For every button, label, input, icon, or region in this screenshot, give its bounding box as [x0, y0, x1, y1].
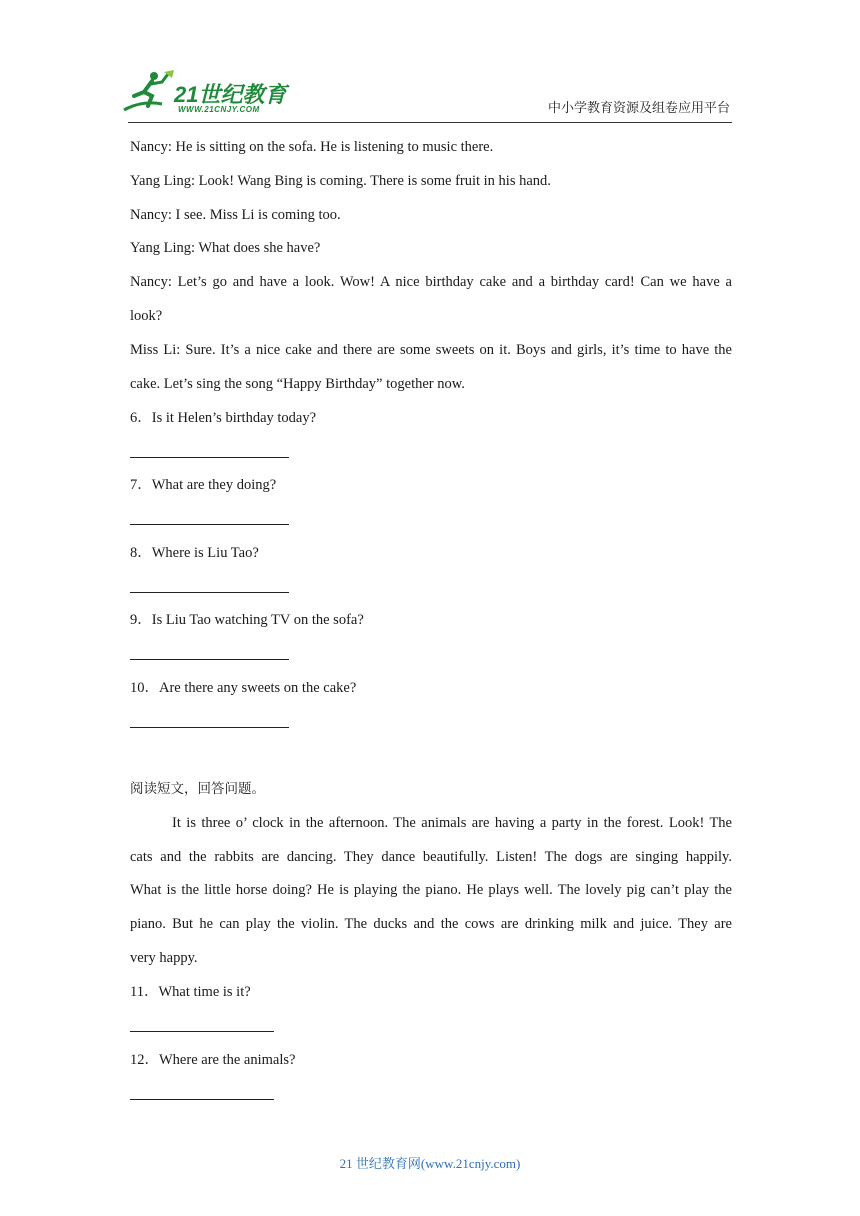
answer-line-9[interactable] [130, 659, 289, 660]
question-10: 10．Are there any sweets on the cake? [130, 680, 357, 696]
dialogue-line: look? [130, 308, 163, 324]
header-divider [128, 122, 732, 123]
passage-line: It is three o’ clock in the afternoon. The animals are having a party in the forest. Look! The [172, 815, 732, 831]
answer-line-10[interactable] [130, 727, 289, 728]
passage-line: very happy. [130, 950, 198, 966]
page-header [0, 0, 860, 125]
question-7: 7．What are they doing? [130, 477, 277, 493]
question-8: 8．Where is Liu Tao? [130, 545, 259, 561]
footer-link[interactable]: 21 世纪教育网(www.21cnjy.com) [339, 1156, 521, 1171]
passage-line: What is the little horse doing? He is playing the piano. He plays well. The lovely pig can’t play the [130, 882, 732, 898]
question-11: 11．What time is it? [130, 984, 251, 1000]
dialogue-line: Miss Li: Sure. It’s a nice cake and there are some sweets on it. Boys and girls, it’s time to have the [130, 342, 732, 358]
answer-line-6[interactable] [130, 457, 289, 458]
site-logo [122, 68, 292, 118]
logo-text: 21世纪教育 [174, 82, 287, 107]
answer-line-11[interactable] [130, 1031, 274, 1032]
dialogue-line: Nancy: He is sitting on the sofa. He is listening to music there. [130, 139, 494, 155]
logo-subtext: WWW.21CNJY.COM [178, 105, 260, 114]
dialogue-line: Yang Ling: Look! Wang Bing is coming. There is some fruit in his hand. [130, 173, 551, 189]
question-9: 9．Is Liu Tao watching TV on the sofa? [130, 612, 364, 628]
dialogue-line: cake. Let’s sing the song “Happy Birthday” together now. [130, 376, 465, 392]
platform-label: 中小学教育资源及组卷应用平台 [547, 101, 730, 116]
dialogue-line: Nancy: I see. Miss Li is coming too. [130, 207, 341, 223]
passage-line: piano. But he can play the violin. The ducks and the cows are drinking milk and juice. They are [130, 916, 732, 932]
question-6: 6．Is it Helen’s birthday today? [130, 410, 317, 426]
answer-line-12[interactable] [130, 1099, 274, 1100]
question-12: 12．Where are the animals? [130, 1052, 296, 1068]
dialogue-line: Nancy: Let’s go and have a look. Wow! A nice birthday cake and a birthday card! Can we have a [130, 274, 732, 290]
runner-icon [122, 70, 174, 114]
section-instruction: 阅读短文，回答问题。 [130, 781, 265, 797]
dialogue-line: Yang Ling: What does she have? [130, 240, 321, 256]
answer-line-8[interactable] [130, 592, 289, 593]
answer-line-7[interactable] [130, 524, 289, 525]
passage-line: cats and the rabbits are dancing. They dance beautifully. Listen! The dogs are singing happily. [130, 849, 732, 865]
